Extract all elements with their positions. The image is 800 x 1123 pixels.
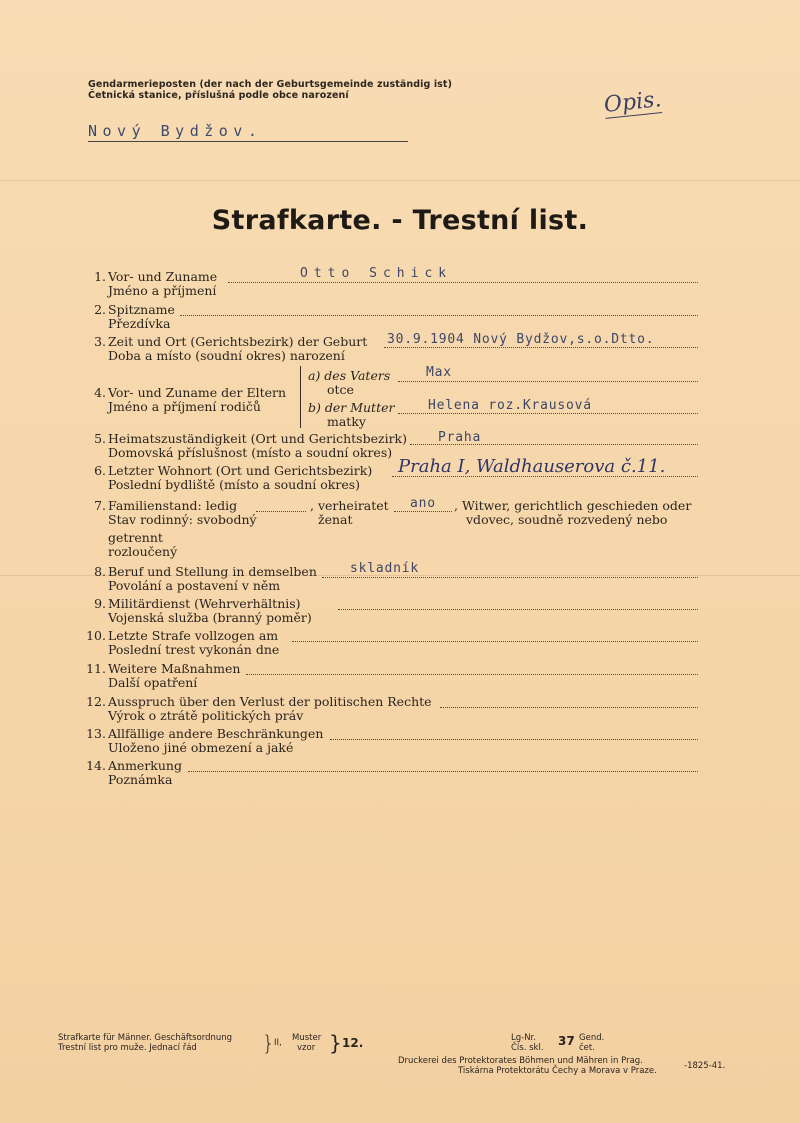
field-label-de: Militärdienst (Wehrverhältnis) [108,596,301,611]
footer-number: 12. [342,1036,364,1050]
family-other-cs: vdovec, soudně rozvedený nebo [466,512,668,527]
dotted-line [384,347,698,348]
mother-label-cs: matky [327,414,366,429]
dotted-line [394,511,452,512]
birth-value: 30.9.1904 Nový Bydžov,s.o.Dtto. [387,332,655,347]
mother-value: Helena roz.Krausová [428,398,592,413]
header-line-german: Gendarmerieposten (der nach der Geburtsgemeinde zuständig ist) [88,79,453,90]
field-number: 9. [94,596,106,611]
residence-value: Praha I, Waldhauserova č.11. [398,456,666,477]
dotted-line [440,707,698,708]
footer-cisskl: Čís. skl. [511,1043,544,1053]
family-label-de: Familienstand: ledig [108,498,238,513]
field-label-cs: Poslední trest vykonán dne [108,642,280,657]
dotted-line [398,381,698,382]
field-label-de: Vor- und Zuname der Eltern [108,385,287,400]
field-label-de: Spitzname [108,302,175,317]
father-value: Max [426,365,452,380]
field-label-cs: Jméno a příjmení rodičů [108,399,261,414]
field-label-cs: Výrok o ztrátě politických práv [108,708,304,723]
family-married-cs: ženat [318,512,353,527]
field-label-cs: Poslední bydliště (místo a soudní okres) [108,477,361,492]
field-number: 12. [86,694,106,709]
footer-37: 37 [558,1034,575,1048]
field-label-de: Beruf und Stellung in demselben [108,564,317,579]
dotted-line [330,739,698,740]
footer-code: -1825-41. [684,1061,726,1071]
field-number: 1. [94,269,106,284]
field-number: 6. [94,463,106,478]
footer-brace: } [262,1031,275,1055]
dotted-line [398,413,698,414]
field-label-cs: Poznámka [108,772,173,787]
mother-label-de: b) der Mutter [308,400,395,415]
field-label-de: Vor- und Zuname [108,269,218,284]
dotted-line [338,609,698,610]
family-label-cs: Stav rodinný: svobodný [108,512,257,527]
field-label-cs: Přezdívka [108,316,171,331]
brace [300,366,307,428]
footer-brace: } [329,1031,342,1055]
dotted-line [228,282,698,283]
field-label-de: Allfällige andere Beschränkungen [108,726,324,741]
field-number: 14. [86,758,106,773]
dotted-line [188,771,698,772]
dotted-line [292,641,698,642]
field-label-de: Weitere Maßnahmen [108,661,241,676]
field-label-de: Heimatszuständigkeit (Ort und Gerichtsbezirk) [108,431,408,446]
dotted-line [322,577,698,578]
paper-fold [0,180,800,181]
field-number: 7. [94,498,106,513]
footer-form-cs: Trestní list pro muže. Jednací řád [58,1043,197,1053]
field-label-de: Letzte Strafe vollzogen am [108,628,279,643]
footer-cet: čet. [579,1043,595,1053]
father-label-de: a) des Vaters [308,368,391,383]
opis-note: Opis. [602,87,663,118]
footer-vzor: vzor [297,1043,316,1053]
field-label-de: Letzter Wohnort (Ort und Gerichtsbezirk) [108,463,373,478]
occupation-value: skladník [350,561,420,576]
field-label-de: Zeit und Ort (Gerichtsbezirk) der Geburt [108,334,368,349]
family-other-de: , Witwer, gerichtlich geschieden oder [454,498,692,513]
field-label-de: Anmerkung [108,758,182,773]
footer-form-de: Strafkarte für Männer. Geschäftsordnung [58,1033,233,1043]
dotted-line [180,315,698,316]
field-label-cs: Doba a místo (soudní okres) narození [108,348,345,363]
field-label-de: Ausspruch über den Verlust der politischen Rechte [108,694,432,709]
field-number: 8. [94,564,106,579]
footer-printer-cs: Tiskárna Protektorátu Čechy a Morava v Praze. [458,1066,657,1076]
dotted-line [256,511,306,512]
field-number: 3. [94,334,106,349]
footer-gend: Gend. [579,1033,605,1043]
footer-printer-de: Druckerei des Protektorates Böhmen und Mähren in Prag. [398,1056,643,1066]
family-separated-de: getrennt [108,530,163,545]
father-label-cs: otce [327,382,354,397]
footer-roman: II, [274,1038,282,1048]
footer-muster: Muster [292,1033,322,1043]
field-label-cs: Povolání a postavení v něm [108,578,281,593]
family-separated-cs: rozloučený [108,544,178,559]
name-value: Otto Schick [300,266,453,281]
page-title: Strafkarte. - Trestní list. [211,205,589,236]
family-married-de: , verheiratet [310,498,389,513]
domicile-value: Praha [438,430,482,445]
footer-lgnr: Lg-Nr. [511,1033,536,1043]
field-number: 5. [94,431,106,446]
field-label-cs: Další opatření [108,675,198,690]
header-line-czech: Četnická stanice, příslušná podle obce narození [88,90,349,101]
married-value: ano [410,496,436,511]
field-number: 13. [86,726,106,741]
field-label-cs: Uloženo jiné obmezení a jaké [108,740,294,755]
field-label-cs: Jméno a příjmení [108,283,217,298]
dotted-line [246,674,698,675]
field-number: 11. [86,661,106,676]
station-name: Nový Bydžov. [88,122,408,142]
field-label-cs: Domovská příslušnost (místo a soudní okres) [108,445,393,460]
field-label-cs: Vojenská služba (branný poměr) [108,610,312,625]
field-number: 4. [94,385,106,400]
field-number: 2. [94,302,106,317]
field-number: 10. [86,628,106,643]
